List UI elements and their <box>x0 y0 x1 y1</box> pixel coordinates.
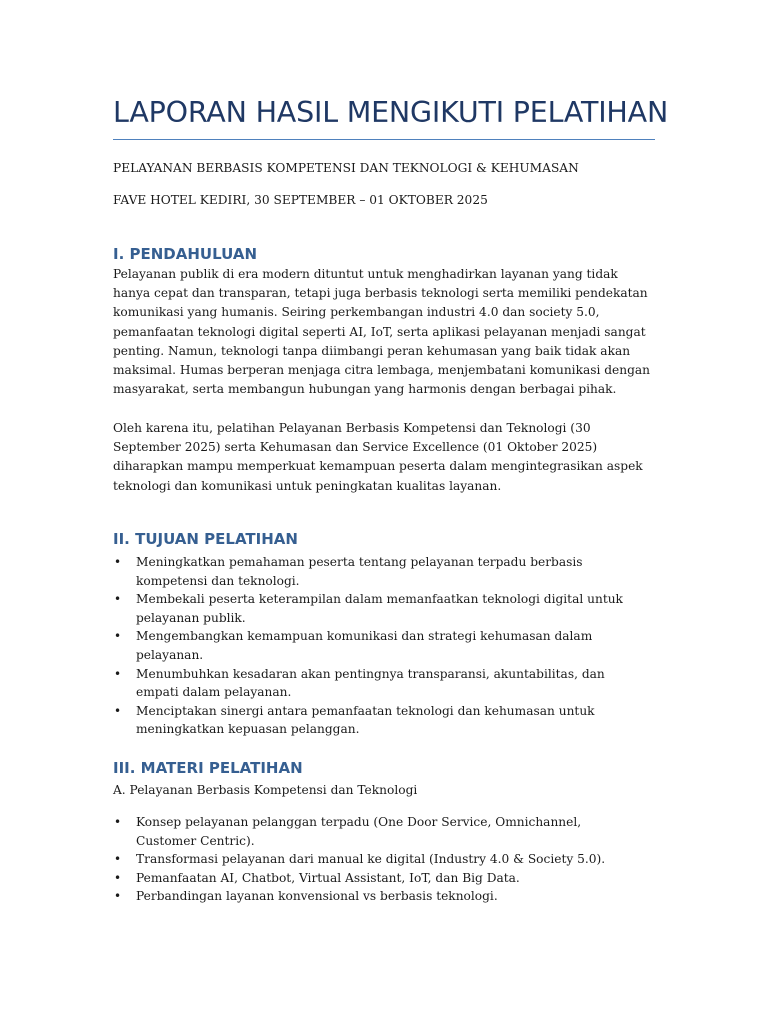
subsection-heading-a: A. Pelayanan Berbasis Kompetensi dan Teknologi <box>113 783 418 797</box>
list-item <box>113 887 636 906</box>
document-subtitle: PELAYANAN BERBASIS KOMPETENSI DAN TEKNOLOGI & KEHUMASAN <box>113 161 579 175</box>
tujuan-list <box>113 553 658 739</box>
list-item-text: Menciptakan sinergi antara pemanfaatan teknologi dan kehumasan untuk meningkatkan kepuasan pelanggan. <box>136 703 595 737</box>
list-item-text: Pemanfaatan AI, Chatbot, Virtual Assistant, IoT, dan Big Data. <box>136 870 520 885</box>
list-item-text: Konsep pelayanan pelanggan terpadu (One Door Service, Omnichannel, Customer Centric). <box>136 815 582 848</box>
bullet-icon: • <box>114 629 122 644</box>
section-heading-materi: III. MATERI PELATIHAN <box>113 759 303 777</box>
bullet-icon: • <box>114 703 122 718</box>
list-item <box>113 665 636 702</box>
bullet-icon: • <box>114 815 122 829</box>
section-heading-pendahuluan: I. PENDAHULUAN <box>113 245 257 263</box>
list-item <box>113 590 636 627</box>
list-item <box>113 627 636 664</box>
list-item-text: Menumbuhkan kesadaran akan pentingnya transparansi, akuntabilitas, dan empati dalam pelayanan. <box>136 666 605 700</box>
bullet-icon: • <box>114 889 122 904</box>
list-item <box>113 850 636 869</box>
list-item <box>113 702 636 739</box>
list-item-text: Mengembangkan kemampuan komunikasi dan strategi kehumasan dalam pelayanan. <box>136 629 593 662</box>
title-underline <box>113 139 655 140</box>
paragraph-pendahuluan-1: Pelayanan publik di era modern dituntut untuk menghadirkan layanan yang tidak hanya cepat dan transparan, tetapi juga berbasis teknologi serta memiliki pendekatan komunikasi yang humanis. Seiring perkembangan industri 4.0 dan society 5.0, pemanfaatan teknologi digital seperti AI, IoT, serta aplikasi pelayanan menjadi sangat penting. Namun, teknologi tanpa diimbangi peran kehumasan yang baik tidak akan maksimal. Humas berperan menjaga citra lembaga, menjembatani komunikasi dengan masyarakat, serta membangun hubungan yang harmonis dengan berbagai pihak. <box>113 267 651 397</box>
bullet-icon: • <box>114 852 122 867</box>
document-venue-date: FAVE HOTEL KEDIRI, 30 SEPTEMBER – 01 OKTOBER 2025 <box>113 193 488 207</box>
list-item-text: Membekali peserta keterampilan dalam memanfaatkan teknologi digital untuk pelayanan publik. <box>136 592 623 625</box>
list-item-text: Meningkatkan pemahaman peserta tentang pelayanan terpadu berbasis kompetensi dan teknologi. <box>136 555 583 588</box>
document-title: LAPORAN HASIL MENGIKUTI PELATIHAN <box>113 96 669 129</box>
list-item <box>113 869 636 888</box>
list-item-text: Transformasi pelayanan dari manual ke digital (Industry 4.0 & Society 5.0). <box>136 852 606 867</box>
bullet-icon: • <box>114 870 122 885</box>
list-item <box>113 553 636 590</box>
list-item-text: Perbandingan layanan konvensional vs berbasis teknologi. <box>136 889 498 904</box>
paragraph-pendahuluan-2: Oleh karena itu, pelatihan Pelayanan Berbasis Kompetensi dan Teknologi (30 September 2025) serta Kehumasan dan Service Excellence (01 Oktober 2025) diharapkan mampu memperkuat kemampuan peserta dalam mengintegrasikan aspek teknologi dan komunikasi untuk peningkatan kualitas layanan. <box>113 421 643 493</box>
bullet-icon: • <box>114 555 122 569</box>
bullet-icon: • <box>114 592 122 607</box>
materi-list <box>113 813 658 906</box>
list-item <box>113 813 636 850</box>
section-heading-tujuan: II. TUJUAN PELATIHAN <box>113 530 298 548</box>
bullet-icon: • <box>114 666 122 681</box>
